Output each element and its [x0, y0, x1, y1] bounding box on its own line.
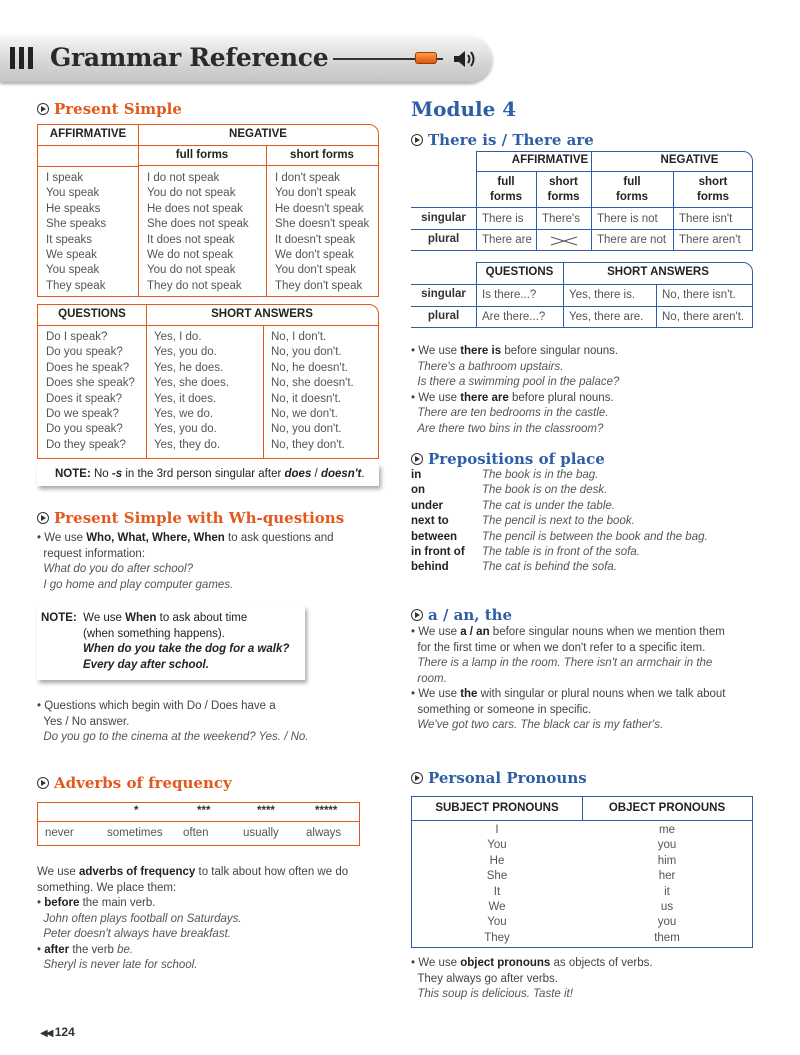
answers-yes-list: [154, 330, 229, 453]
negative-full-item: I do not speak: [147, 172, 220, 184]
sing-neg-short: There isn't: [679, 213, 733, 225]
subject-pronoun: You: [487, 839, 507, 852]
negative-short-list: [275, 171, 369, 294]
preposition-word: between: [411, 530, 458, 543]
negative-short-item: You don't speak: [275, 187, 357, 200]
sing-neg-full: There is not: [597, 213, 658, 225]
affirmative-item: They speak: [46, 279, 106, 292]
answer-yes-item: Yes, it does.: [154, 392, 217, 405]
object-pronoun: you: [657, 839, 677, 852]
col-questions: QUESTIONS: [485, 266, 554, 278]
negative-short-item: You don't speak: [275, 264, 357, 277]
subject-pronoun: It: [493, 885, 501, 898]
there-is-usage-text: • We use there is before singular nouns. There's a bathroom upstairs. Is there a swimming pool in the palace? • We use there are before plural nouns. There are ten bedrooms in the castle. Are there two bins in the classroom?: [411, 345, 620, 435]
module-title: Module 4: [411, 97, 517, 121]
q-plural-no: No, there aren't.: [662, 311, 745, 323]
pronouns-table: [411, 796, 753, 948]
preposition-word: on: [411, 484, 426, 497]
preposition-word: behind: [411, 561, 449, 574]
negative-full-item: You do not speak: [147, 264, 236, 277]
object-pronoun: it: [664, 885, 670, 898]
q-singular-no: No, there isn't.: [662, 289, 736, 301]
negative-full-item: It does not speak: [147, 233, 235, 246]
stars-always: *****: [315, 805, 338, 817]
question-item: Do they speak?: [46, 438, 126, 451]
preposition-example: The pencil is between the book and the bag.: [482, 530, 708, 543]
col-affirmative: AFFIRMATIVE: [511, 154, 589, 166]
col-full-forms: full forms: [490, 176, 522, 203]
subject-pronoun: We: [488, 901, 506, 914]
sing-short: There's: [542, 213, 580, 225]
question-item: Do we speak?: [46, 408, 119, 421]
word-always: always: [306, 827, 342, 839]
answer-no-item: No, they don't.: [271, 438, 345, 451]
answer-yes-item: Yes, they do.: [154, 438, 221, 451]
header-banner: [0, 36, 492, 82]
adverbs-text: We use adverbs of frequency to talk about how often we do something. We place them: • before the main verb. John often plays football on Saturdays. Peter doesn't always have breakfast. • after the verb be. Sheryl is never late for school.: [37, 866, 349, 971]
present-simple-questions-table: [37, 304, 379, 459]
affirmative-item: We speak: [46, 249, 97, 262]
answer-no-item: No, he doesn't.: [271, 361, 348, 374]
row-singular: singular: [421, 212, 466, 224]
col-short-forms: short forms: [547, 176, 580, 203]
negative-full-item: You do not speak: [147, 187, 236, 200]
preposition-example: The book is in the bag.: [482, 469, 599, 481]
subject-pronoun: They: [484, 931, 510, 944]
affirmative-item: You speak: [46, 264, 100, 277]
preposition-word: next to: [411, 515, 449, 528]
stars-usually: ****: [257, 805, 275, 817]
preposition-word: in: [411, 469, 422, 481]
answer-yes-item: Yes, he does.: [154, 361, 224, 374]
q-singular-yes: Yes, there is.: [569, 289, 636, 301]
play-audio-icon[interactable]: [411, 453, 423, 465]
preposition-example: The cat is under the table.: [482, 499, 615, 512]
negative-full-item: They do not speak: [147, 279, 242, 292]
answers-no-list: [271, 330, 354, 453]
present-simple-table: [37, 124, 379, 297]
stars-sometimes: *: [134, 805, 139, 817]
object-pronoun: you: [657, 916, 677, 929]
col-full-forms: full forms: [175, 149, 229, 161]
col-subject: SUBJECT PRONOUNS: [435, 802, 559, 814]
negative-full-item: She does not speak: [147, 218, 249, 231]
subject-pronoun: He: [489, 854, 505, 867]
answer-no-item: No, we don't.: [271, 408, 338, 421]
there-is-table: [411, 151, 753, 251]
there-is-questions-table: [411, 262, 753, 328]
negative-full-item: He does not speak: [147, 202, 243, 215]
col-short-forms: short forms: [290, 149, 354, 161]
negative-short-item: They don't speak: [275, 279, 363, 292]
object-pronoun: me: [659, 824, 675, 836]
speaker-icon: [452, 50, 478, 68]
negative-short-item: He doesn't speak: [275, 202, 364, 215]
present-simple-note: NOTE: No -s in the 3rd person singular after does / doesn't.: [37, 464, 379, 486]
preposition-example: The pencil is next to the book.: [482, 515, 635, 528]
rewind-icon: ◀◀: [40, 1028, 52, 1039]
col-affirmative: AFFIRMATIVE: [49, 128, 127, 140]
play-audio-icon[interactable]: [411, 609, 423, 621]
play-audio-icon[interactable]: [37, 103, 49, 115]
preposition-word: in front of: [411, 546, 465, 558]
subject-pronoun: I: [495, 824, 499, 836]
preposition-example: The book is on the desk.: [482, 484, 608, 497]
stars-often: ***: [197, 805, 211, 817]
preposition-word: under: [411, 499, 443, 512]
question-item: Do I speak?: [46, 331, 108, 343]
affirmative-list: [46, 171, 106, 294]
question-item: Do you speak?: [46, 346, 123, 359]
object-pronoun: them: [654, 931, 680, 944]
answer-yes-item: Yes, you do.: [154, 346, 217, 359]
plur-full: There are: [482, 234, 532, 246]
there-is-heading: There is / There are: [411, 131, 594, 149]
col-object: OBJECT PRONOUNS: [608, 802, 726, 814]
answer-yes-item: Yes, I do.: [154, 331, 202, 343]
answer-no-item: No, she doesn't.: [271, 377, 354, 390]
negative-full-item: We do not speak: [147, 249, 234, 262]
q-plural-yes: Yes, there are.: [569, 311, 644, 323]
negative-short-item: We don't speak: [275, 249, 354, 262]
affirmative-item: He speaks: [46, 202, 101, 215]
word-often: often: [183, 827, 209, 839]
negative-short-item: It doesn't speak: [275, 233, 356, 246]
subject-pronoun: You: [487, 916, 507, 929]
col-negative: NEGATIVE: [229, 128, 287, 140]
col-short-answers: SHORT ANSWERS: [211, 308, 313, 320]
answer-no-item: No, you don't.: [271, 423, 342, 436]
wh-rule-text: • We use Who, What, Where, When to ask questions and request information: What do you do after school? I go home and play computer games.: [37, 532, 334, 591]
pronouns-heading: Personal Pronouns: [411, 769, 587, 787]
object-list: [582, 823, 752, 946]
crossed-out-icon: [549, 235, 579, 247]
row-plural: plural: [427, 233, 460, 245]
plur-neg-short: There aren't: [679, 234, 741, 246]
affirmative-item: You speak: [46, 187, 100, 200]
row-singular: singular: [421, 288, 466, 300]
col-short-answers: SHORT ANSWERS: [607, 266, 709, 278]
pronouns-text: • We use object pronouns as objects of verbs. They always go after verbs. This soup is delicious. Taste it!: [411, 957, 653, 1000]
preposition-example: The table is in front of the sofa.: [482, 546, 640, 558]
object-pronoun: him: [657, 854, 677, 867]
prepositions-heading: Prepositions of place: [411, 450, 605, 468]
volume-slider-knob: [415, 52, 437, 64]
answer-no-item: No, it doesn't.: [271, 392, 341, 405]
word-never: never: [45, 827, 74, 839]
present-simple-heading: Present Simple: [37, 100, 182, 118]
answer-no-item: No, I don't.: [271, 331, 327, 343]
page-title: Grammar Reference: [50, 43, 329, 72]
answer-yes-item: Yes, she does.: [154, 377, 230, 390]
question-item: Does he speak?: [46, 361, 130, 374]
play-audio-icon[interactable]: [37, 512, 49, 524]
wh-questions-text: • Questions which begin with Do / Does have a Yes / No answer. Do you go to the cinema at the weekend? Yes. / No.: [37, 700, 309, 743]
word-sometimes: sometimes: [107, 827, 163, 839]
col-negative: NEGATIVE: [660, 154, 719, 166]
sing-full: There is: [482, 213, 524, 225]
bars-icon: [10, 47, 37, 72]
word-usually: usually: [243, 827, 279, 839]
col-neg-full-forms: full forms: [616, 176, 648, 203]
page-number: ◀◀ 124: [40, 1025, 75, 1039]
question-item: Does she speak?: [46, 377, 135, 390]
plur-neg-full: There are not: [597, 234, 667, 246]
q-singular: Is there...?: [482, 289, 537, 301]
negative-short-item: She doesn't speak: [275, 218, 370, 231]
play-audio-icon[interactable]: [411, 772, 423, 784]
affirmative-item: I speak: [46, 172, 84, 184]
questions-list: [46, 330, 135, 453]
answer-yes-item: Yes, we do.: [154, 408, 214, 421]
wh-questions-heading: Present Simple with Wh-questions: [37, 509, 344, 527]
affirmative-item: She speaks: [46, 218, 107, 231]
articles-heading: a / an, the: [411, 606, 512, 624]
question-item: Do you speak?: [46, 423, 123, 436]
subject-pronoun: She: [486, 870, 508, 883]
answer-yes-item: Yes, you do.: [154, 423, 217, 436]
negative-short-item: I don't speak: [275, 172, 340, 184]
wh-note: NOTE: We use When to ask about time (when something happens). When do you take the dog for a walk? Every day after school.: [37, 606, 305, 680]
preposition-example: The cat is behind the sofa.: [482, 561, 617, 574]
object-pronoun: her: [658, 870, 676, 883]
row-plural: plural: [427, 310, 460, 322]
negative-full-list: [147, 171, 249, 294]
subject-list: [412, 823, 582, 946]
q-plural: Are there...?: [482, 311, 546, 323]
col-questions: QUESTIONS: [58, 308, 126, 320]
answer-no-item: No, you don't.: [271, 346, 342, 359]
adverbs-heading: Adverbs of frequency: [37, 774, 232, 792]
object-pronoun: us: [660, 901, 674, 914]
col-neg-short-forms: short forms: [697, 176, 729, 203]
question-item: Does it speak?: [46, 392, 123, 405]
play-audio-icon[interactable]: [37, 777, 49, 789]
articles-text: • We use a / an before singular nouns when we mention them for the first time or when we don't refer to a specific item. There is a lamp in the room. There isn't an armchair in the room. • We use the with singular or plural nouns when we talk about something or someone in specific. We've got two cars. The black car is my father's.: [411, 626, 726, 731]
affirmative-item: It speaks: [46, 233, 93, 246]
adverbs-table: [37, 802, 360, 846]
play-audio-icon[interactable]: [411, 134, 423, 146]
